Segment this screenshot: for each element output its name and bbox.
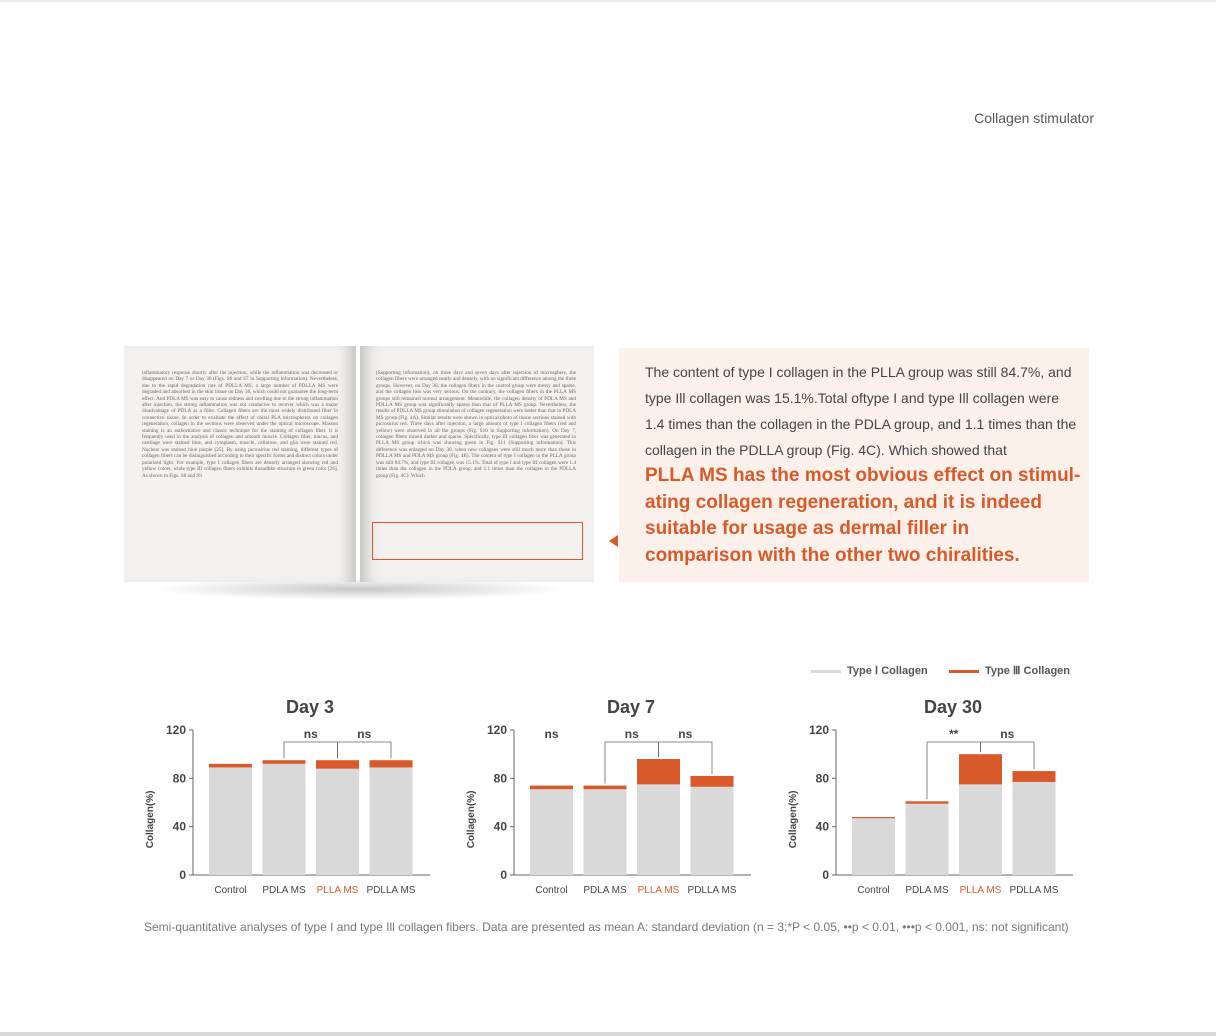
bar-type3 — [906, 801, 949, 803]
x-tick-label: PDLA MS — [262, 885, 306, 896]
y-tick-label: 120 — [165, 723, 186, 737]
significance-label: ns — [624, 727, 639, 741]
bar-type3 — [209, 764, 252, 768]
top-divider — [0, 0, 1216, 2]
x-tick-label: PDLA MS — [905, 885, 949, 896]
y-tick-label: 80 — [172, 771, 186, 786]
y-tick-label: 0 — [822, 868, 829, 882]
y-tick-label: 0 — [500, 868, 507, 882]
open-book-image — [124, 346, 594, 586]
significance-label: ** — [949, 727, 959, 741]
y-tick-label: 40 — [815, 819, 829, 834]
bar-type1 — [584, 789, 627, 875]
significance-label: ns — [1000, 727, 1015, 741]
x-tick-label: Control — [857, 885, 890, 896]
bar-type3 — [370, 760, 413, 767]
significance-bracket — [338, 742, 392, 758]
bar-type3 — [959, 754, 1002, 784]
bar-type3 — [263, 760, 306, 764]
bar-type1 — [1013, 782, 1056, 875]
legend-type3 — [949, 664, 1070, 677]
y-tick-label: 80 — [493, 771, 507, 786]
legend-swatch-type3 — [949, 670, 979, 673]
highlight-box — [372, 522, 583, 560]
x-tick-label: PDLLA MS — [1009, 885, 1059, 896]
bar-type1 — [959, 784, 1002, 875]
bar-type1 — [906, 804, 949, 875]
section-label: Collagen stimulator — [974, 110, 1094, 126]
bar-type1 — [530, 789, 573, 875]
x-tick-label: PLLA MS — [637, 885, 680, 896]
y-axis-label: Collagen(%) — [788, 790, 799, 849]
bar-type1 — [263, 764, 306, 875]
legend-swatch-type1 — [811, 670, 841, 673]
bar-type3 — [1013, 771, 1056, 782]
y-tick-label: 120 — [808, 723, 829, 737]
callout-emphasis: PLLA MS has the most obvious effect on stimul-ating collagen regeneration, and it is indeed suitable for usage as dermal filler in comparison with the other two chiralities. — [645, 465, 1081, 566]
y-tick-label: 80 — [815, 771, 829, 786]
bar-type3 — [637, 759, 680, 784]
bar-type1 — [691, 787, 734, 875]
y-axis-label: Collagen(%) — [466, 790, 477, 849]
bar-type3 — [852, 817, 895, 818]
chart-title: Day 3 — [285, 697, 335, 717]
significance-bracket — [284, 742, 338, 758]
bar-type3 — [316, 760, 359, 768]
significance-label: ns — [544, 727, 559, 741]
significance-label: ns — [303, 727, 318, 741]
legend-label-type3: Type Ⅲ Collagen — [985, 665, 1071, 677]
legend-label-type1: Type Ⅰ Collagen — [847, 665, 928, 677]
bar-type1 — [370, 767, 413, 875]
x-tick-label: Control — [535, 885, 568, 896]
bar-type3 — [584, 786, 627, 790]
x-tick-label: PDLA MS — [583, 885, 627, 896]
y-tick-label: 40 — [493, 819, 507, 834]
y-tick-label: 0 — [179, 868, 186, 882]
significance-label: ns — [678, 727, 693, 741]
bar-type3 — [691, 776, 734, 787]
y-axis-label: Collagen(%) — [145, 790, 156, 849]
legend-type1 — [811, 664, 928, 677]
y-tick-label: 120 — [486, 723, 507, 737]
figure-caption: Semi-quantitative analyses of type I and type Ill collagen fibers. Data are presented as mean A: standard deviation (n = 3;*P < 0.05, ••p < 0.01, •••p < 0.001, ns: not significant) — [144, 920, 1069, 934]
left-page-text: inflammatory response shortly after the injection, while the inflammation was decreased or disappeared on Day 7 or Day 30 (Figs. S6 and S7 in Supporting information). Nevertheless, due to the rapid degradation rate of PDLLA MS, a large number of PDLLA MS were degraded and absorbed in the skin tissue on Day 30, which could not guarantee the long-term effect. And PDLA MS was easy to cause redness and swelling due to the strong inflammation after injection, the strong inflammation was not conducive to recover which was a major disadvantage of PDLA as a filler. Collagen fibers are the most widely distributed fiber in connective tissue. In order to evaluate the effect of chiral PLA microspheres on collagen regeneration, collagen in the sections were observed under the optical microscope. Masson staining is an authoritative and classic technique for the staining of collagen fiber. It is frequently used in the analysis of collagen and smooth muscle. Collagen fiber, mucus, and cartilage were stained blue, and cytoplasm, muscle, cellulose, and glia were stained red. Nucleus was stained blue purple [25]. By using picrosirius red staining, different types of collagen fibers can be distinguished according to their specific forms and distinct colors under polarized light. For example, type I collagen fibers are densely arranged showing red and yellow colors, while type III collagen fibers exhibits threadlike structure in green color [26]. As shown in Figs. S8 and S9 — [142, 370, 338, 479]
book-left-page — [124, 346, 356, 582]
x-tick-label: Control — [214, 885, 247, 896]
bar-type1 — [316, 769, 359, 875]
x-tick-label: PLLA MS — [959, 885, 1002, 896]
x-tick-label: PDLLA MS — [687, 885, 737, 896]
collagen-charts — [0, 690, 1216, 905]
significance-label: ns — [357, 727, 372, 741]
right-page-text: (Supporting information), on three days and seven days after injection of microsphere, the collagen fibers were arranged neatly and densely, with no significant difference among the three groups. However, on Day 30, the collagen fibers in the control group were messy and sparse, and the collagen loss was very serious. On the contrary, the collagen fibers in the PLLA MS groups still remained normal arrangement. Meanwhile, the collagen density of PDLA MS and PDLLA MS group was significantly sparse than that of PLLA MS group. Nevertheless, the results of PDLLA MS group stimulation of collagen regeneration were better than that in PDLA MS group (Fig. 4A). Similar results were shown in optical photo of tissue sections stained with picrosirius red. Three days after injection, a large amount of type I collagen fibers (red and yellow) were observed in all the groups (Fig. S10 in Supporting information). On Day 7, collagen fibers turned darker and sparse. Specifically, type III collagen fiber was generated in PLLA MS group which was showing green in Fig. S11 (Supporting information). This difference was enlarged on Day 30, when new collagens were still much more than those in PDLLA MS and PDLA MS group (Fig. 4B). The content of type I collagen in the PLLA group was still 84.7%, and type III collagen was 15.1%. Total of type I and type III collagen were 1.4 times than the collagen in the PDLA group, and 1.1 times than the collagen in the PDLLA group (Fig. 4C). Which — [376, 370, 576, 479]
x-tick-label: PLLA MS — [316, 885, 359, 896]
y-tick-label: 40 — [172, 819, 186, 834]
pointer-arrow-icon — [609, 535, 618, 547]
x-tick-label: PDLLA MS — [366, 885, 416, 896]
chart-title: Day 7 — [606, 697, 656, 717]
callout-box — [619, 348, 1089, 582]
bar-type1 — [852, 818, 895, 875]
bar-type1 — [637, 784, 680, 875]
bar-type3 — [530, 786, 573, 790]
bar-type1 — [209, 767, 252, 875]
callout-body: The content of type I collagen in the PLLA group was still 84.7%, and type Ill collagen was 15.1%.Total oftype I and type Ill collagen were 1.4 times than the collagen in the PDLA group, and 1.1 times than the collagen in the PDLLA group (Fig. 4C). Which showed that — [645, 364, 1077, 458]
bottom-divider — [0, 1032, 1216, 1036]
chart-title: Day 30 — [923, 697, 983, 717]
